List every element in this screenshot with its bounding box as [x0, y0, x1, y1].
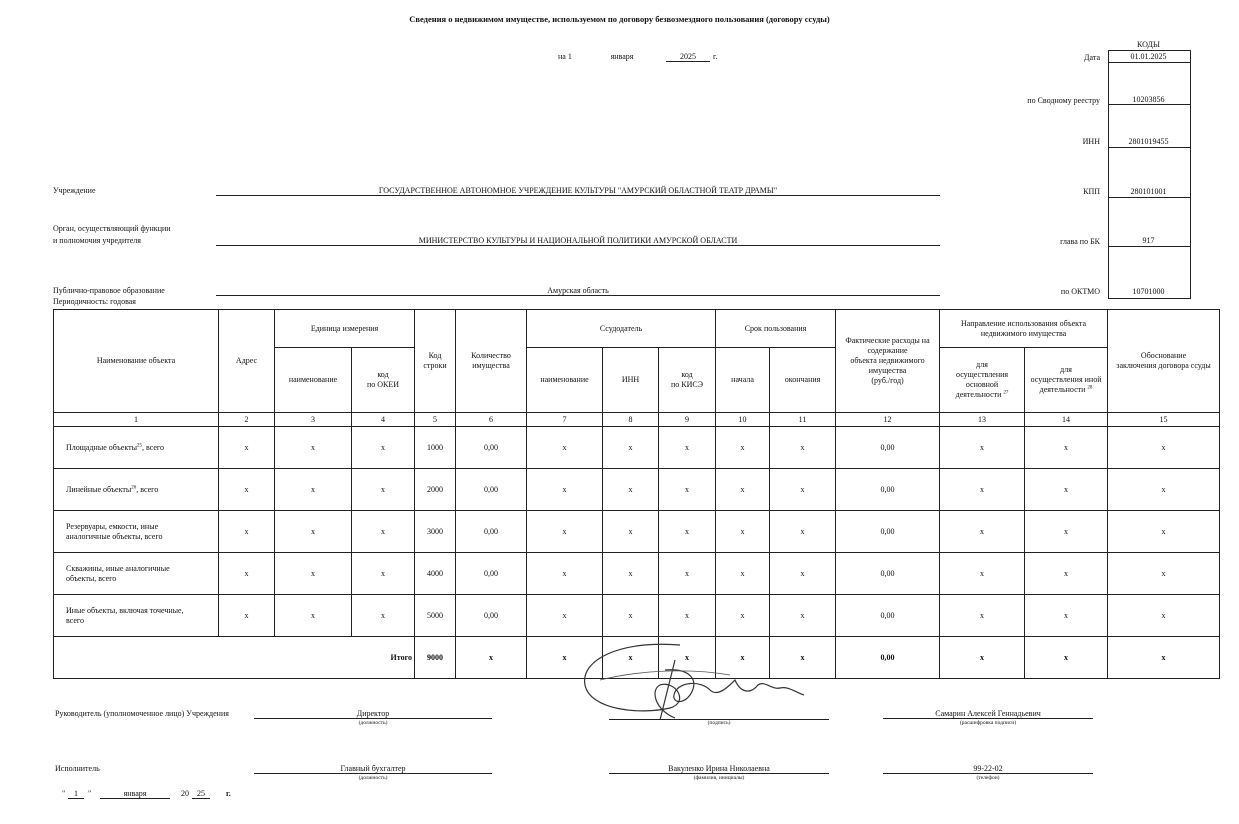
total-cell: x [770, 637, 836, 679]
total-cell: x [659, 637, 716, 679]
col-number: 11 [770, 413, 836, 427]
row-lender-inn: x [603, 427, 659, 469]
codes-divider [1108, 104, 1191, 105]
header-row-code [415, 310, 456, 413]
row-lender-code: x [659, 595, 716, 637]
row-code: 2000 [415, 469, 456, 511]
institution-value: ГОСУДАРСТВЕННОЕ АВТОНОМНОЕ УЧРЕЖДЕНИЕ КУЛЬТУРЫ "АМУРСКИЙ ОБЛАСТНОЙ ТЕАТР ДРАМЫ" [216, 186, 940, 196]
executor-label: Исполнитель [55, 764, 100, 773]
executor-phone: 99-22-02 [883, 764, 1093, 774]
row-name [54, 595, 219, 637]
header-basis-l1: Обоснование [1140, 351, 1187, 360]
sign-date-century: 20 [181, 789, 189, 798]
row-lender-code: x [659, 511, 716, 553]
row-term-start: x [716, 595, 770, 637]
row-expenses: 0,00 [836, 469, 940, 511]
header-term-end: окончания [770, 348, 836, 413]
row-name-footnote: 26 [131, 484, 137, 490]
row-unit-name: x [275, 469, 352, 511]
row-name [54, 427, 219, 469]
total-cell: x [1108, 637, 1220, 679]
codes-divider [1108, 246, 1191, 247]
header-quantity [456, 310, 527, 413]
row-basis: x [1108, 469, 1220, 511]
row-lender-inn: x [603, 511, 659, 553]
col-number: 4 [352, 413, 415, 427]
row-unit-code: x [352, 595, 415, 637]
col-number: 12 [836, 413, 940, 427]
header-lender-inn: ИНН [603, 348, 659, 413]
header-expenses-l1: Фактические расходы на [845, 336, 930, 345]
row-term-end: x [770, 469, 836, 511]
executor-position: Главный бухгалтер [254, 764, 492, 774]
column-numbers-row [54, 413, 1220, 427]
code-value-bk: 917 [1142, 236, 1155, 245]
codes-header: КОДЫ [1137, 40, 1160, 49]
code-label-registry: по Сводному реестру [1027, 96, 1100, 105]
col-number: 8 [603, 413, 659, 427]
row-quantity: 0,00 [456, 427, 527, 469]
row-address: x [219, 553, 275, 595]
row-address: x [219, 595, 275, 637]
header-lender-code [659, 348, 716, 413]
date-quote-close: " [88, 789, 92, 798]
head-position: Директор [254, 709, 492, 719]
header-unit-name: наименование [275, 348, 352, 413]
header-main-l1: для [976, 360, 988, 369]
founder-value: МИНИСТЕРСТВО КУЛЬТУРЫ И НАЦИОНАЛЬНОЙ ПОЛИТИКИ АМУРСКОЙ ОБЛАСТИ [216, 236, 940, 246]
row-main-activity: x [940, 553, 1025, 595]
total-code: 9000 [415, 637, 456, 679]
executor-phone-caption: (телефон) [976, 775, 1000, 781]
row-lender-name: x [527, 595, 603, 637]
table-row [54, 427, 1220, 469]
row-code: 1000 [415, 427, 456, 469]
head-label: Руководитель (уполномоченное лицо) Учреждения [55, 709, 229, 718]
header-direction-l1: Направление использования объекта [960, 318, 1087, 328]
row-main-activity: x [940, 427, 1025, 469]
sign-date-day: 1 [68, 789, 84, 799]
row-term-start: x [716, 427, 770, 469]
row-main-activity: x [940, 469, 1025, 511]
codes-box [1108, 50, 1191, 299]
header-term-start: начала [716, 348, 770, 413]
header-basis [1108, 310, 1220, 413]
header-quantity-l2: имущества [472, 361, 510, 370]
row-code: 3000 [415, 511, 456, 553]
sign-date-suffix: г. [226, 789, 231, 798]
row-term-end: x [770, 595, 836, 637]
header-lender-code-l2: по КИСЭ [671, 380, 704, 389]
row-other-activity: x [1025, 469, 1108, 511]
table-row [54, 511, 1220, 553]
total-expenses: 0,00 [836, 637, 940, 679]
date-month: января [610, 52, 634, 61]
property-table [53, 309, 1220, 679]
header-unit-code-l1: код [377, 370, 389, 379]
periodicity: Периодичность: годовая [53, 297, 136, 306]
public-entity-value: Амурская область [216, 286, 940, 296]
row-lender-name: x [527, 469, 603, 511]
row-unit-name: x [275, 595, 352, 637]
header-unit-group: Единица измерения [275, 310, 415, 348]
row-quantity: 0,00 [456, 595, 527, 637]
row-main-activity: x [940, 511, 1025, 553]
row-name [54, 553, 219, 595]
row-name-footnote: 25 [136, 442, 142, 448]
header-direction-group [940, 310, 1108, 348]
row-basis: x [1108, 595, 1220, 637]
executor-name: Вакуленко Ирина Николаевна [609, 764, 829, 774]
sign-date-month: января [100, 789, 170, 799]
col-number: 15 [1108, 413, 1220, 427]
row-name-line2: аналогичные объекты, всего [66, 531, 163, 541]
executor-position-caption: (должность) [358, 775, 388, 781]
header-address: Адрес [219, 310, 275, 413]
codes-divider [1108, 197, 1191, 198]
row-name-text: Линейные объекты [66, 484, 132, 494]
row-basis: x [1108, 553, 1220, 595]
col-number: 9 [659, 413, 716, 427]
total-cell: x [1025, 637, 1108, 679]
row-lender-name: x [527, 427, 603, 469]
header-name: Наименование объекта [54, 310, 219, 413]
row-unit-code: x [352, 553, 415, 595]
header-expenses-l5: (руб./год) [871, 376, 904, 385]
row-term-start: x [716, 511, 770, 553]
row-lender-code: x [659, 553, 716, 595]
total-cell: x [527, 637, 603, 679]
row-lender-inn: x [603, 469, 659, 511]
header-main-l3: основной [965, 380, 999, 389]
row-lender-code: x [659, 427, 716, 469]
row-term-end: x [770, 511, 836, 553]
header-other-l1: для [1060, 365, 1072, 374]
row-code: 4000 [415, 553, 456, 595]
code-value-date: 01.01.2025 [1130, 52, 1167, 61]
row-name-line2: всего [66, 615, 85, 625]
row-expenses: 0,00 [836, 553, 940, 595]
row-term-end: x [770, 553, 836, 595]
head-signature-caption: (подпись) [707, 720, 731, 726]
row-unit-name: x [275, 553, 352, 595]
header-main-footnote: 27 [1003, 390, 1009, 396]
row-unit-code: x [352, 469, 415, 511]
row-name-text: Скважины, иные аналогичные [66, 563, 170, 573]
code-label-inn: ИНН [1082, 137, 1100, 146]
total-label: Итого [54, 637, 415, 679]
header-main-l4: деятельности [955, 390, 1002, 399]
header-expenses-l3: объекта недвижимого [850, 356, 925, 365]
executor-name-caption: (фамилия, инициалы) [693, 775, 745, 781]
row-main-activity: x [940, 595, 1025, 637]
row-name [54, 511, 219, 553]
row-unit-code: x [352, 427, 415, 469]
code-value-kpp: 280101001 [1130, 187, 1167, 196]
header-quantity-l1: Количество [471, 351, 511, 360]
header-other-l2: осуществления иной [1030, 375, 1102, 384]
public-entity-label: Публично-правовое образование [53, 286, 165, 295]
row-quantity: 0,00 [456, 469, 527, 511]
codes-divider [1108, 147, 1191, 148]
row-other-activity: x [1025, 511, 1108, 553]
header-expenses-l2: содержание [867, 346, 908, 355]
row-name-line2: объекты, всего [66, 573, 117, 583]
row-basis: x [1108, 427, 1220, 469]
row-name [54, 469, 219, 511]
code-label-bk: глава по БК [1060, 237, 1100, 246]
row-expenses: 0,00 [836, 427, 940, 469]
header-basis-l2: заключения договора ссуды [1116, 361, 1211, 370]
head-position-caption: (должность) [358, 720, 388, 726]
row-term-start: x [716, 553, 770, 595]
header-expenses-l4: имущества [868, 366, 907, 375]
founder-label-line2: и полномочия учредителя [53, 236, 141, 245]
row-quantity: 0,00 [456, 553, 527, 595]
header-unit-code [352, 348, 415, 413]
col-number: 5 [415, 413, 456, 427]
row-term-end: x [770, 427, 836, 469]
table-row [54, 469, 1220, 511]
header-direction-l2: недвижимого имущества [980, 328, 1067, 338]
row-unit-code: x [352, 511, 415, 553]
header-unit-code-l2: по ОКЕИ [366, 380, 400, 389]
row-name-text: Площадные объекты [66, 442, 137, 452]
header-other-activity [1025, 348, 1108, 413]
total-cell: x [940, 637, 1025, 679]
row-address: x [219, 469, 275, 511]
head-name: Самарин Алексей Геннадьевич [883, 709, 1093, 719]
col-number: 6 [456, 413, 527, 427]
header-lender-code-l1: код [681, 370, 693, 379]
row-lender-inn: x [603, 553, 659, 595]
code-label-date: Дата [1084, 53, 1100, 62]
head-name-caption: (расшифровка подписи) [959, 720, 1017, 726]
row-name-text: Резервуары, емкости, иные [66, 521, 159, 531]
row-quantity: 0,00 [456, 511, 527, 553]
header-term-group: Срок пользования [716, 310, 836, 348]
row-unit-name: x [275, 427, 352, 469]
col-number: 1 [54, 413, 219, 427]
code-value-inn: 2801019455 [1128, 137, 1169, 146]
col-number: 2 [219, 413, 275, 427]
header-main-activity [940, 348, 1025, 413]
table-row [54, 553, 1220, 595]
code-value-oktmo: 10701000 [1132, 287, 1165, 296]
row-expenses: 0,00 [836, 511, 940, 553]
row-lender-code: x [659, 469, 716, 511]
sign-date-year: 25 [192, 789, 210, 799]
col-number: 14 [1025, 413, 1108, 427]
founder-label-line1: Орган, осуществляющий функции [53, 224, 171, 233]
row-expenses: 0,00 [836, 595, 940, 637]
header-lender-name: наименование [527, 348, 603, 413]
row-address: x [219, 427, 275, 469]
table-row [54, 595, 1220, 637]
row-name-text: Иные объекты, включая точечные, [66, 605, 184, 615]
code-value-registry: 10203856 [1132, 95, 1165, 104]
header-other-footnote: 28 [1087, 385, 1093, 391]
date-quote-open: " [62, 789, 66, 798]
col-number: 13 [940, 413, 1025, 427]
code-label-oktmo: по ОКТМО [1060, 287, 1100, 296]
date-year: 2025 [666, 52, 710, 62]
row-other-activity: x [1025, 553, 1108, 595]
total-cell: x [456, 637, 527, 679]
row-lender-name: x [527, 511, 603, 553]
codes-divider [1108, 62, 1191, 63]
header-other-l3: деятельности [1039, 385, 1086, 394]
col-number: 3 [275, 413, 352, 427]
institution-label: Учреждение [53, 186, 96, 195]
header-row-code-l2: строки [423, 361, 447, 370]
col-number: 7 [527, 413, 603, 427]
row-code: 5000 [415, 595, 456, 637]
header-expenses [836, 310, 940, 413]
row-lender-name: x [527, 553, 603, 595]
row-unit-name: x [275, 511, 352, 553]
col-number: 10 [716, 413, 770, 427]
total-cell: x [603, 637, 659, 679]
header-row-code-l1: Код [428, 351, 442, 360]
row-other-activity: x [1025, 427, 1108, 469]
row-basis: x [1108, 511, 1220, 553]
total-cell: x [716, 637, 770, 679]
row-address: x [219, 511, 275, 553]
row-other-activity: x [1025, 595, 1108, 637]
document-title: Сведения о недвижимом имуществе, используемом по договору безвозмездного пользования (договору ссуды) [409, 14, 830, 24]
code-label-kpp: КПП [1083, 187, 1100, 196]
row-lender-inn: x [603, 595, 659, 637]
head-signature-line [609, 709, 829, 720]
header-main-l2: осуществления [956, 370, 1009, 379]
row-name-suffix: , всего [136, 484, 159, 494]
header-lender-group: Ссудодатель [527, 310, 716, 348]
date-prefix: на 1 [558, 52, 572, 61]
row-name-suffix: , всего [141, 442, 164, 452]
table-header-row [54, 310, 1220, 348]
date-suffix: г. [713, 52, 718, 61]
row-term-start: x [716, 469, 770, 511]
